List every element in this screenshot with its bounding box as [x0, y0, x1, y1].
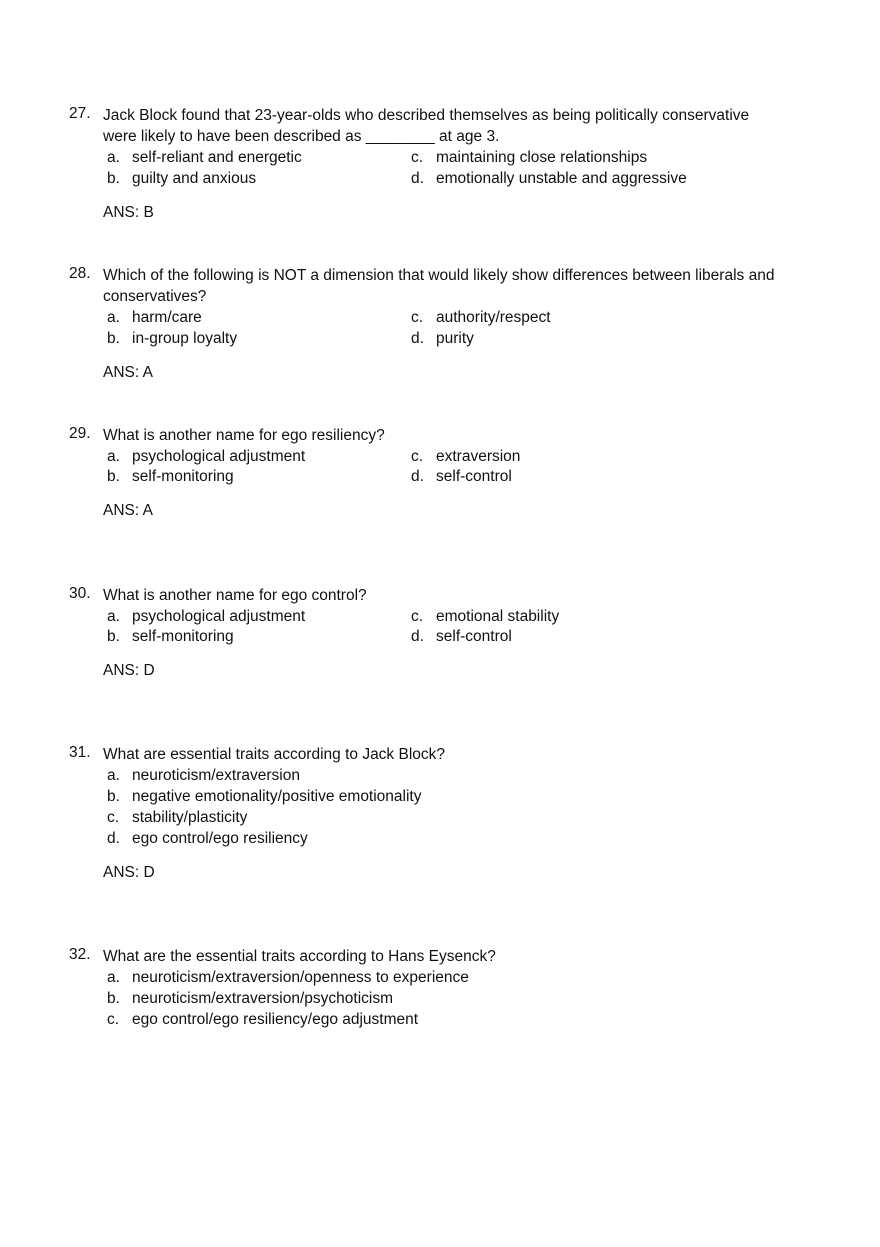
option-b: b. neuroticism/extraversion/psychoticism: [107, 990, 394, 1007]
option-d: d. self-control: [411, 468, 512, 485]
option-b: b. guilty and anxious: [107, 170, 257, 187]
question-number: 31.: [69, 744, 91, 761]
option-d: d. ego control/ego resiliency: [107, 830, 308, 847]
option-a: a. self-reliant and energetic: [107, 149, 302, 166]
option-a: a. neuroticism/extraversion: [107, 767, 300, 784]
question-number: 28.: [69, 265, 91, 282]
option-a: a. psychological adjustment: [107, 448, 306, 465]
option-a: a. neuroticism/extraversion/openness to experience: [107, 969, 469, 986]
option-c: c. stability/plasticity: [107, 809, 248, 826]
question-number: 27.: [69, 105, 91, 122]
option-d: d. emotionally unstable and aggressive: [411, 170, 687, 187]
option-a: a. harm/care: [107, 309, 202, 326]
question-stem: What are essential traits according to Jack Block?: [103, 746, 446, 763]
option-b: b. negative emotionality/positive emotionality: [107, 788, 422, 805]
option-b: b. in-group loyalty: [107, 330, 238, 347]
answer-key: ANS: A: [103, 364, 153, 381]
option-c: c. emotional stability: [411, 608, 560, 625]
question-stem: What is another name for ego control?: [103, 587, 367, 604]
option-b: b. self-monitoring: [107, 628, 234, 645]
answer-key: ANS: B: [103, 204, 154, 221]
answer-key: ANS: D: [103, 662, 155, 679]
question-stem: Which of the following is NOT a dimension that would likely show differences between liberals and conservatives?: [103, 267, 775, 305]
answer-key: ANS: A: [103, 502, 153, 519]
answer-key: ANS: D: [103, 864, 155, 881]
option-d: d. purity: [411, 330, 474, 347]
option-b: b. self-monitoring: [107, 468, 234, 485]
option-c: c. ego control/ego resiliency/ego adjustment: [107, 1011, 419, 1028]
question-stem: Jack Block found that 23-year-olds who described themselves as being politically conservative were likely to have been described as ________ at age 3.: [103, 107, 750, 145]
option-a: a. psychological adjustment: [107, 608, 306, 625]
question-stem: What are the essential traits according to Hans Eysenck?: [103, 948, 496, 965]
question-number: 32.: [69, 946, 91, 963]
option-c: c. extraversion: [411, 448, 521, 465]
option-c: c. maintaining close relationships: [411, 149, 648, 166]
question-stem: What is another name for ego resiliency?: [103, 427, 385, 444]
option-c: c. authority/respect: [411, 309, 551, 326]
question-number: 30.: [69, 585, 91, 602]
question-number: 29.: [69, 425, 91, 442]
option-d: d. self-control: [411, 628, 512, 645]
